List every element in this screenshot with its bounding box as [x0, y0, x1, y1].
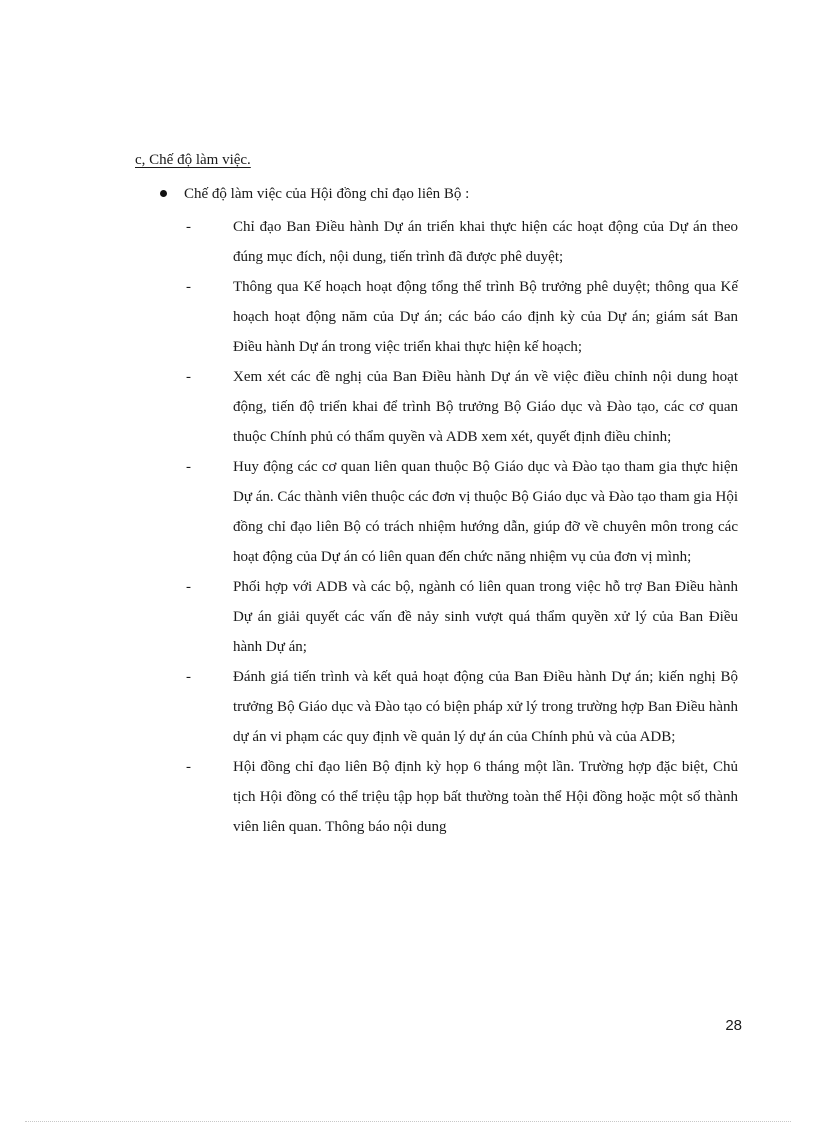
list-item-text: Huy động các cơ quan liên quan thuộc Bộ Giáo dục và Đào tạo tham gia thực hiện Dự án. Các thành viên thuộc các đơn vị thuộc Bộ Giáo dục và Đào tạo tham gia Hội đồng chỉ đạo liên Bộ có trách nhiệm hướng dẫn, giúp đỡ về chuyên môn trong các hoạt động của Dự án có liên quan đến chức năng nhiệm vụ của đơn vị mình; — [233, 459, 738, 565]
dash-marker: - — [186, 459, 191, 475]
list-item-text: Hội đồng chỉ đạo liên Bộ định kỳ họp 6 tháng một lần. Trường hợp đặc biệt, Chủ tịch Hội đồng có thể triệu tập họp bất thường toàn thể Hội đồng hoặc một số thành viên liên quan. Thông báo nội dung — [233, 759, 738, 835]
page-number: 28 — [725, 1017, 742, 1034]
list-item — [186, 572, 746, 662]
list-item — [186, 662, 746, 752]
dash-marker: - — [186, 219, 191, 235]
list-item-text: Đánh giá tiến trình và kết quả hoạt động của Ban Điều hành Dự án; kiến nghị Bộ trưởng Bộ Giáo dục và Đào tạo có biện pháp xử lý trong trường hợp Ban Điều hành dự án vi phạm các quy định về quản lý dự án của Chính phủ và của ADB; — [233, 669, 738, 745]
bullet-text: Chế độ làm việc của Hội đồng chỉ đạo liên Bộ : — [184, 186, 470, 202]
dash-marker: - — [186, 579, 191, 595]
page-bottom-divider — [25, 1121, 791, 1122]
dash-marker: - — [186, 369, 191, 385]
list-item — [186, 272, 746, 362]
list-item — [186, 452, 746, 572]
list-item — [186, 752, 746, 842]
bullet-dot-icon — [160, 190, 167, 197]
dash-marker: - — [186, 669, 191, 685]
dash-marker: - — [186, 279, 191, 295]
dash-marker: - — [186, 759, 191, 775]
section-heading: c, Chế độ làm việc. — [135, 152, 251, 168]
list-item-text: Thông qua Kế hoạch hoạt động tổng thể trình Bộ trưởng phê duyệt; thông qua Kế hoạch hoạt động năm của Dự án; các báo cáo định kỳ của Dự án; giám sát Ban Điều hành Dự án trong việc triển khai thực hiện kế hoạch; — [233, 279, 738, 355]
list-item-text: Phối hợp với ADB và các bộ, ngành có liên quan trong việc hỗ trợ Ban Điều hành Dự án giải quyết các vấn đề nảy sinh vượt quá thẩm quyền xử lý của Ban Điều hành Dự án; — [233, 579, 738, 655]
list-item-text: Chỉ đạo Ban Điều hành Dự án triển khai thực hiện các hoạt động của Dự án theo đúng mục đích, nội dung, tiến trình đã được phê duyệt; — [233, 219, 738, 265]
list-item — [186, 212, 746, 272]
list-item-text: Xem xét các đề nghị của Ban Điều hành Dự án về việc điều chỉnh nội dung hoạt động, tiến độ triển khai để trình Bộ trưởng Bộ Giáo dục và Đào tạo, các cơ quan thuộc Chính phủ có thẩm quyền và ADB xem xét, quyết định điều chỉnh; — [233, 369, 738, 445]
list-item — [186, 362, 746, 452]
duty-list — [186, 212, 746, 842]
